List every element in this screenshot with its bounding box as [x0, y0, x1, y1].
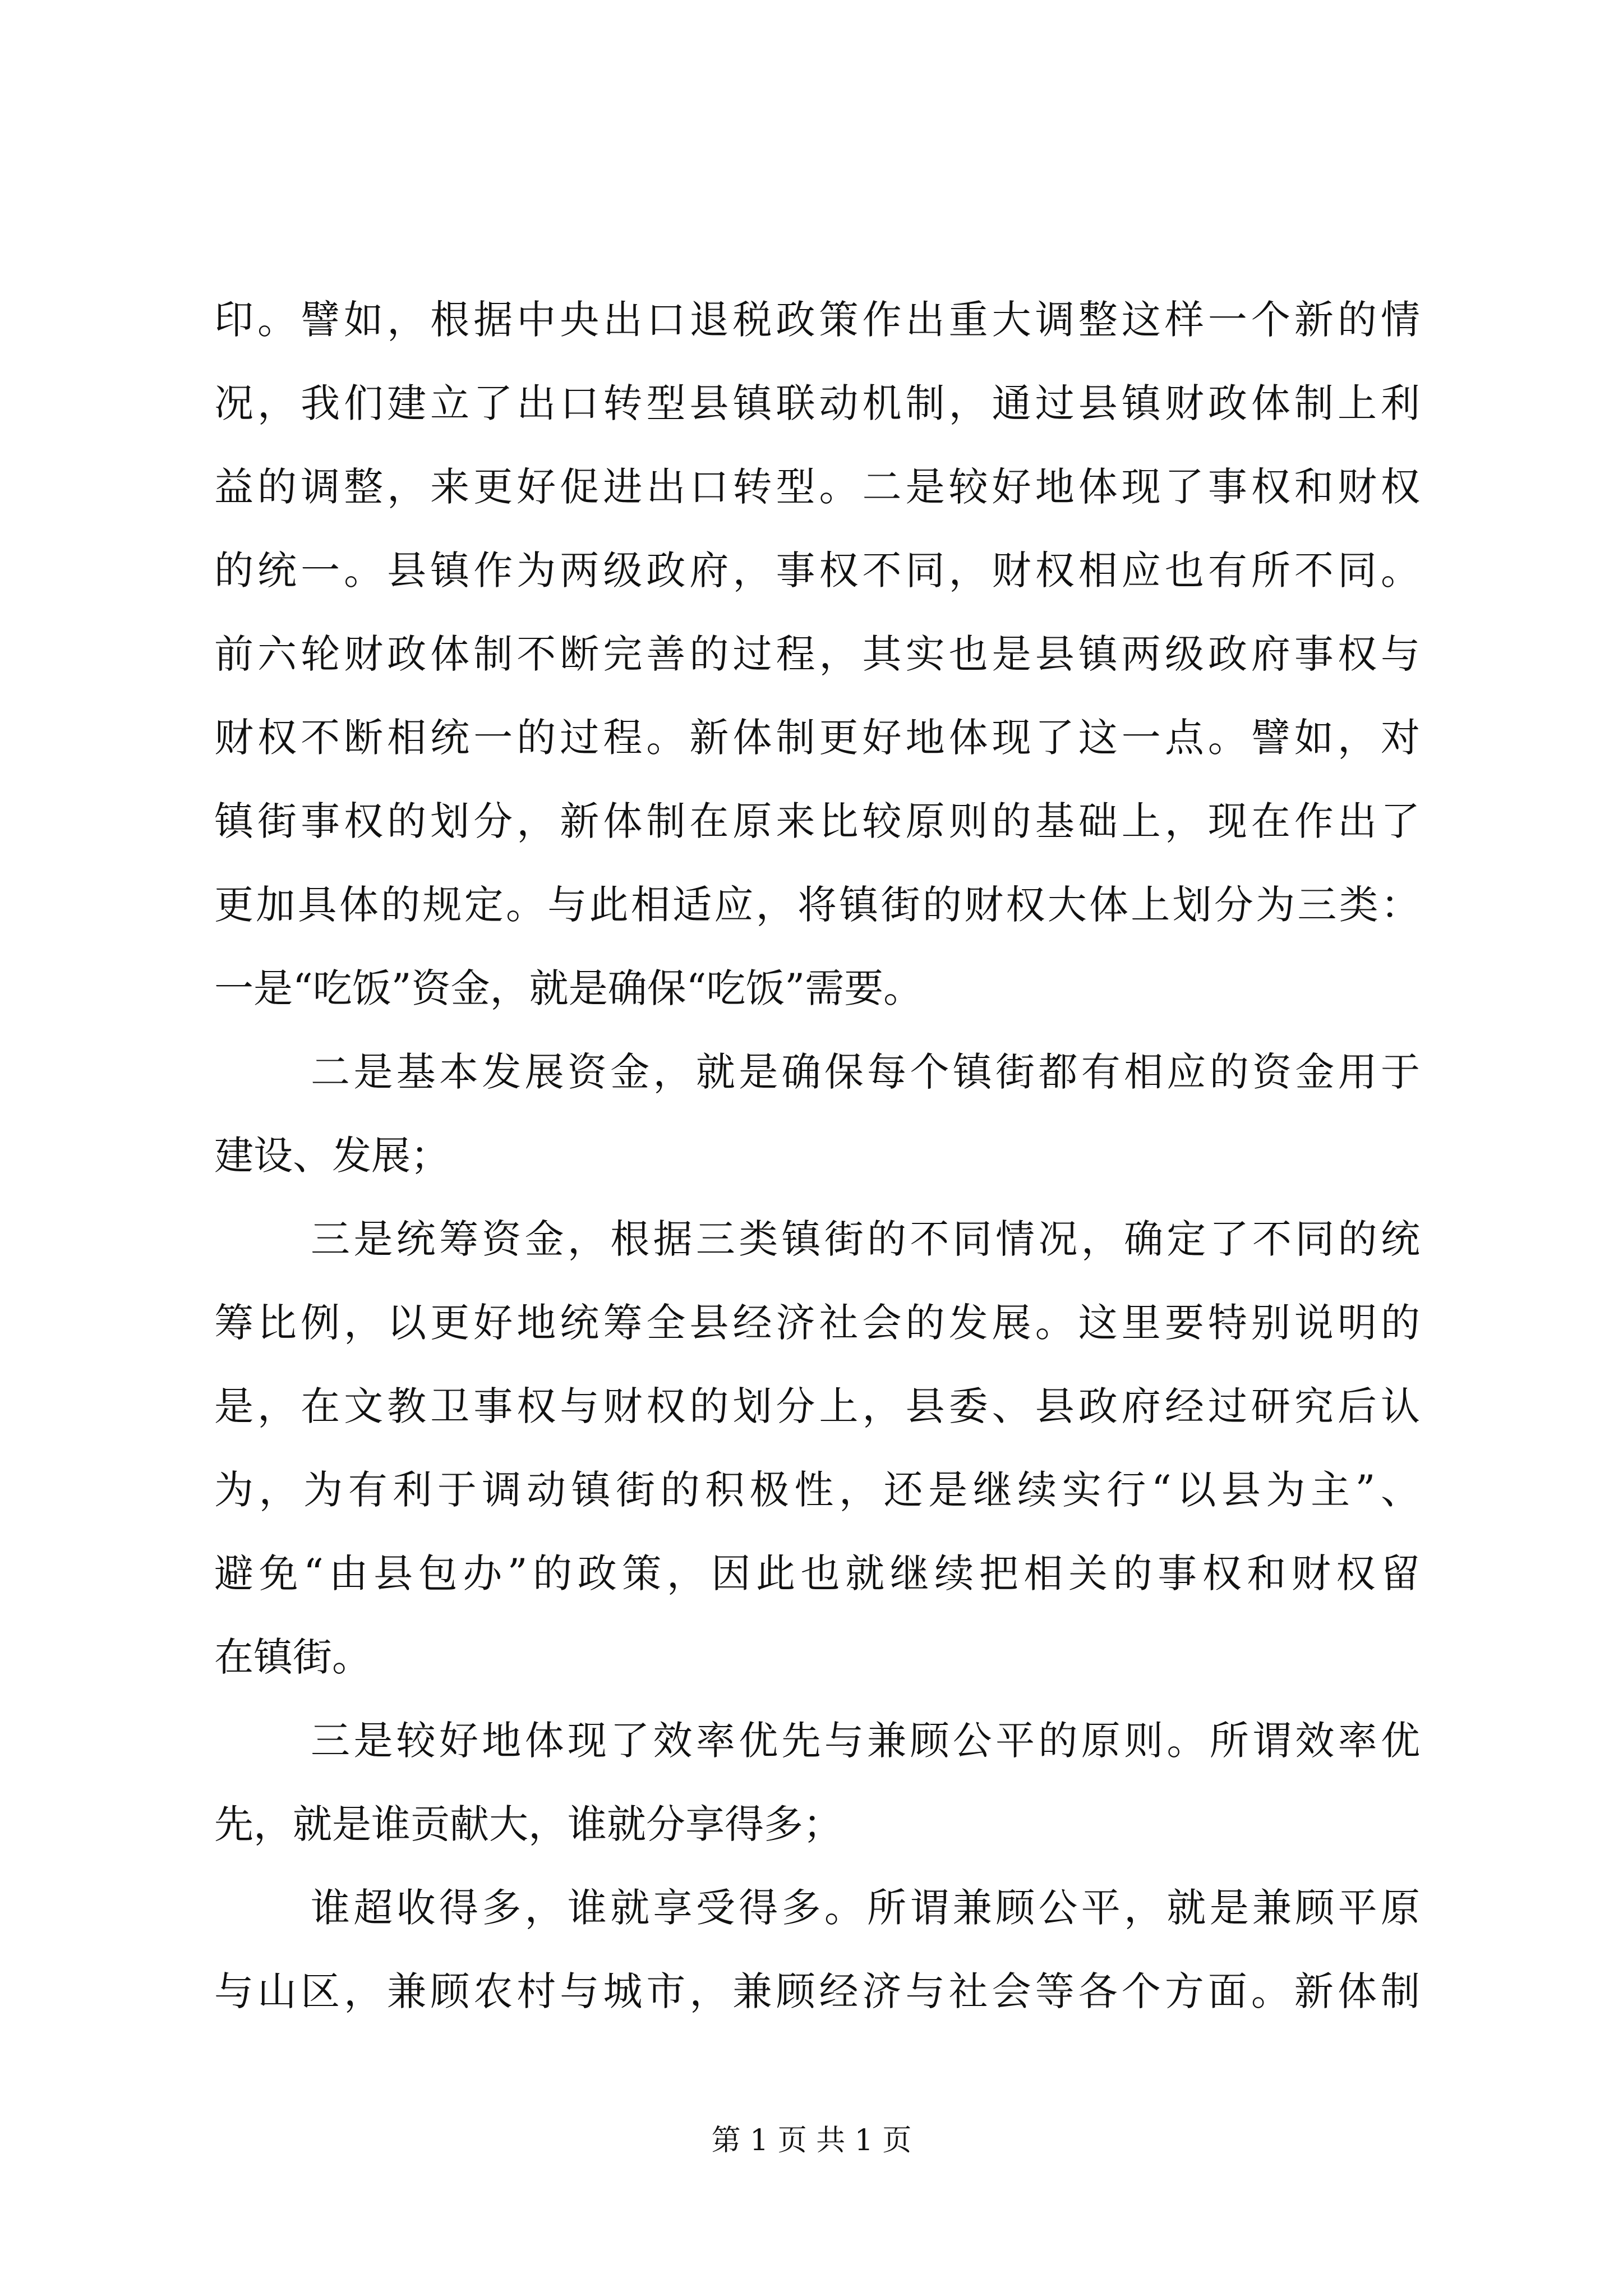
text-line: 为，为有利于调动镇街的积极性，还是继续实行“以县为主”、: [214, 1467, 1420, 1513]
text-line: 更加具体的规定。与此相适应，将镇街的财权大体上划分为三类：: [214, 882, 1420, 928]
paragraph-first-line: 二是基本发展资金，就是确保每个镇街都有相应的资金用于: [311, 1049, 1420, 1095]
text-line: 况，我们建立了出口转型县镇联动机制，通过县镇财政体制上利: [214, 380, 1420, 426]
text-line: 益的调整，来更好促进出口转型。二是较好地体现了事权和财权: [214, 464, 1420, 510]
text-line: 是，在文教卫事权与财权的划分上，县委、县政府经过研究后认: [214, 1383, 1420, 1429]
text-line: 与山区，兼顾农村与城市，兼顾经济与社会等各个方面。新体制: [214, 1968, 1420, 2014]
text-line: 在镇街。: [214, 1634, 371, 1680]
text-line: 镇街事权的划分，新体制在原来比较原则的基础上，现在作出了: [214, 798, 1420, 844]
text-line: 印。譬如，根据中央出口退税政策作出重大调整这样一个新的情: [214, 297, 1420, 343]
document-body: [214, 278, 1420, 2033]
text-line: 前六轮财政体制不断完善的过程，其实也是县镇两级政府事权与: [214, 631, 1420, 677]
text-line: 建设、发展；: [214, 1133, 450, 1179]
page-footer: 第 1 页 共 1 页: [711, 2124, 912, 2157]
text-line: 筹比例，以更好地统筹全县经济社会的发展。这里要特别说明的: [214, 1300, 1420, 1346]
paragraph-first-line: 谁超收得多，谁就享受得多。所谓兼顾公平，就是兼顾平原: [311, 1885, 1420, 1931]
text-line: 避免“由县包办”的政策，因此也就继续把相关的事权和财权留: [214, 1550, 1420, 1596]
text-line: 的统一。县镇作为两级政府，事权不同，财权相应也有所不同。: [214, 547, 1420, 593]
text-line: 一是“吃饭”资金，就是确保“吃饭”需要。: [214, 965, 923, 1011]
paragraph-first-line: 三是统筹资金，根据三类镇街的不同情况，确定了不同的统: [311, 1216, 1420, 1262]
paragraph-first-line: 三是较好地体现了效率优先与兼顾公平的原则。所谓效率优: [311, 1718, 1420, 1764]
text-line: 先，就是谁贡献大，谁就分享得多；: [214, 1801, 842, 1847]
text-line: 财权不断相统一的过程。新体制更好地体现了这一点。譬如，对: [214, 715, 1420, 761]
